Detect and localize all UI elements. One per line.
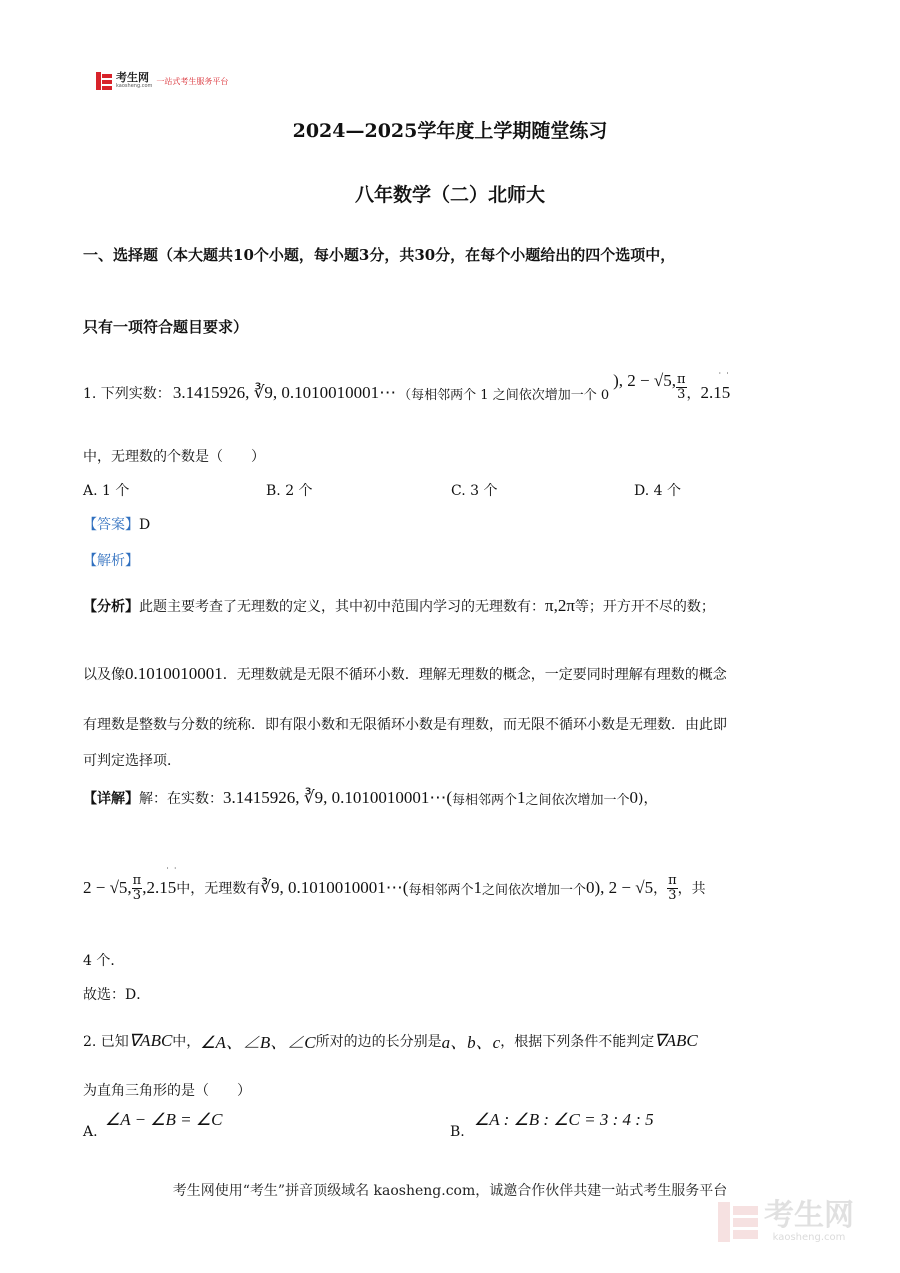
answer-tag: 【答案】 [83, 517, 139, 533]
detail-zero-2: 0 [586, 878, 595, 897]
q1-analysis-line2 [83, 664, 727, 684]
detail-math-1: 3.1415926, ∛9, 0.1010010001⋯( [223, 788, 452, 807]
fraction-denominator: 3 [668, 887, 677, 903]
q1-number-list: 3.1415926, ∛9, 0.1010010001⋯ [172, 383, 397, 402]
watermark-icon [718, 1202, 758, 1242]
fraction-denominator: 3 [677, 386, 686, 402]
q1-repeating-decimal [700, 369, 734, 403]
q2-option-b-label: B. [450, 1124, 465, 1140]
repeating-dots: ·· [718, 369, 734, 378]
logo-domain: kaosheng.com [116, 83, 153, 89]
repeating-dots: ·· [166, 864, 182, 873]
detail-math-2: 2 − √5, [83, 878, 132, 897]
logo-slogan: 一站式考生服务平台 [156, 76, 229, 86]
page-footer: 考生网使用“考生”拼音顶级域名 kaosheng.com，诚邀合作伙伴共建一站式考生服务平台 [172, 1183, 728, 1199]
q1-analysis-line3: 有理数是整数与分数的统称．即有限小数和无限循环小数是有理数，而无限不循环小数是无理数．由此即 [83, 717, 727, 733]
q1-last-number: 2.15 [700, 383, 731, 402]
site-logo [96, 72, 228, 90]
document-title: 2024—2025学年度上学期随堂练习 [292, 120, 608, 142]
detail-text-2d: 之间依次增加一个 [481, 882, 586, 898]
q1-pi-over-3 [676, 373, 687, 402]
section-heading-line1: 一、选择题（本大题共10个小题，每小题3分，共30分，在每个小题给出的四个选项中， [83, 246, 676, 264]
q1-option-d: D. 4 个 [634, 483, 681, 499]
detail-last-number: ,2.15 [142, 878, 177, 897]
q1-option-b: B. 2 个 [266, 483, 313, 499]
analysis-math-pi: π,2π [545, 596, 575, 615]
fraction-denominator: 3 [132, 887, 142, 903]
q2-option-b [450, 1108, 790, 1144]
detail-one-2: 1 [473, 878, 482, 897]
detail-pi-over-3-b [667, 874, 678, 903]
detail-pi-over-3 [132, 874, 143, 903]
answer-value: D [139, 517, 151, 533]
q2-option-b-math: ∠A : ∠B : ∠C = 3 : 4 : 5 [474, 1110, 654, 1129]
q2-triangle-2: ∇ABC [654, 1030, 698, 1050]
analysis-text-1b: 等；开方开不尽的数； [574, 599, 715, 615]
detail-text-1b: 每相邻两个 [452, 792, 518, 808]
fraction-numerator: π [676, 371, 686, 387]
detail-text-2g: ，共 [677, 881, 706, 897]
analysis-text-2a: 以及像 [83, 667, 125, 683]
detail-text-2b: 中，无理数有 [176, 881, 261, 897]
document-subtitle: 八年数学（二）北师大 [354, 184, 545, 206]
detail-zero-1: 0 [629, 788, 639, 807]
q1-stem-line1 [83, 368, 734, 418]
detail-math-2b: ∛9, 0.1010010001⋯( [260, 878, 409, 897]
q2-stem-line2: 为直角三角形的是（ ） [83, 1083, 251, 1099]
q2-text-d: ，根据下列条件不能判定 [500, 1033, 655, 1050]
detail-one-1: 1 [517, 788, 526, 807]
q2-option-a-label: A. [83, 1124, 98, 1140]
detail-label: 【详解】 [83, 791, 139, 807]
watermark [718, 1200, 854, 1243]
q2-stem-line1 [83, 1028, 698, 1053]
detail-math-2c: ), 2 − √5 [594, 878, 654, 897]
q1-detail-line3: 4 个． [83, 953, 125, 969]
analysis-label: 【分析】 [83, 599, 139, 615]
q2-sides: a、b、c [441, 1033, 501, 1052]
detail-repeating-decimal [142, 864, 182, 898]
detail-text-1c: 之间依次增加一个 [525, 792, 630, 808]
detail-text-2f: ， [653, 881, 668, 897]
q1-detail-line2 [83, 864, 706, 908]
q1-detail-line1 [83, 788, 658, 808]
logo-icon [96, 72, 112, 90]
detail-text-2c: 每相邻两个 [408, 882, 474, 898]
q1-tail-math: ), 2 − √5, [613, 371, 676, 390]
watermark-name: 考生网 [764, 1198, 854, 1233]
q1-option-a: A. 1 个 [83, 483, 130, 499]
q1-option-c: C. 3 个 [451, 483, 498, 499]
section-heading-line2: 只有一项符合题目要求） [83, 318, 249, 336]
q2-text-c: 所对的边的长分别是 [315, 1033, 442, 1050]
detail-text-1a: 解：在实数： [139, 791, 223, 807]
logo-name: 考生网 [116, 71, 149, 84]
q2-option-a [83, 1108, 423, 1144]
q2-text-a: 2. 已知 [83, 1033, 129, 1050]
q1-analysis-line1 [83, 596, 715, 616]
analysis-math-decimal: 0.1010010001 [125, 664, 223, 683]
q1-stem-line2: 中，无理数的个数是（ ） [83, 449, 265, 465]
q2-angles: ∠A、∠B、∠C [200, 1033, 316, 1052]
q1-paren-note: （每相邻两个 1 之间依次增加一个 0 [398, 387, 610, 403]
q1-conclusion: 故选：D． [83, 987, 151, 1003]
detail-text-1d: )， [638, 791, 658, 807]
analysis-tag: 【解析】 [83, 553, 139, 569]
q1-analysis-line4: 可判定选择项． [83, 753, 181, 769]
analysis-text-2b: ．无理数就是无限不循环小数．理解无理数的概念，一定要同时理解有理数的概念 [222, 667, 727, 683]
q1-separator: ， [686, 386, 701, 402]
fraction-numerator: π [668, 872, 677, 888]
fraction-numerator: π [132, 872, 142, 888]
watermark-domain: kaosheng.com [772, 1232, 846, 1243]
q2-option-a-math: ∠A − ∠B = ∠C [105, 1110, 223, 1129]
q1-answer [83, 514, 150, 534]
q2-triangle: ∇ABC [128, 1030, 173, 1050]
analysis-text-1: 此题主要考查了无理数的定义，其中初中范围内学习的无理数有： [139, 599, 545, 615]
q2-text-b: 中， [172, 1033, 201, 1050]
q1-lead: 1. 下列实数： [83, 386, 171, 402]
